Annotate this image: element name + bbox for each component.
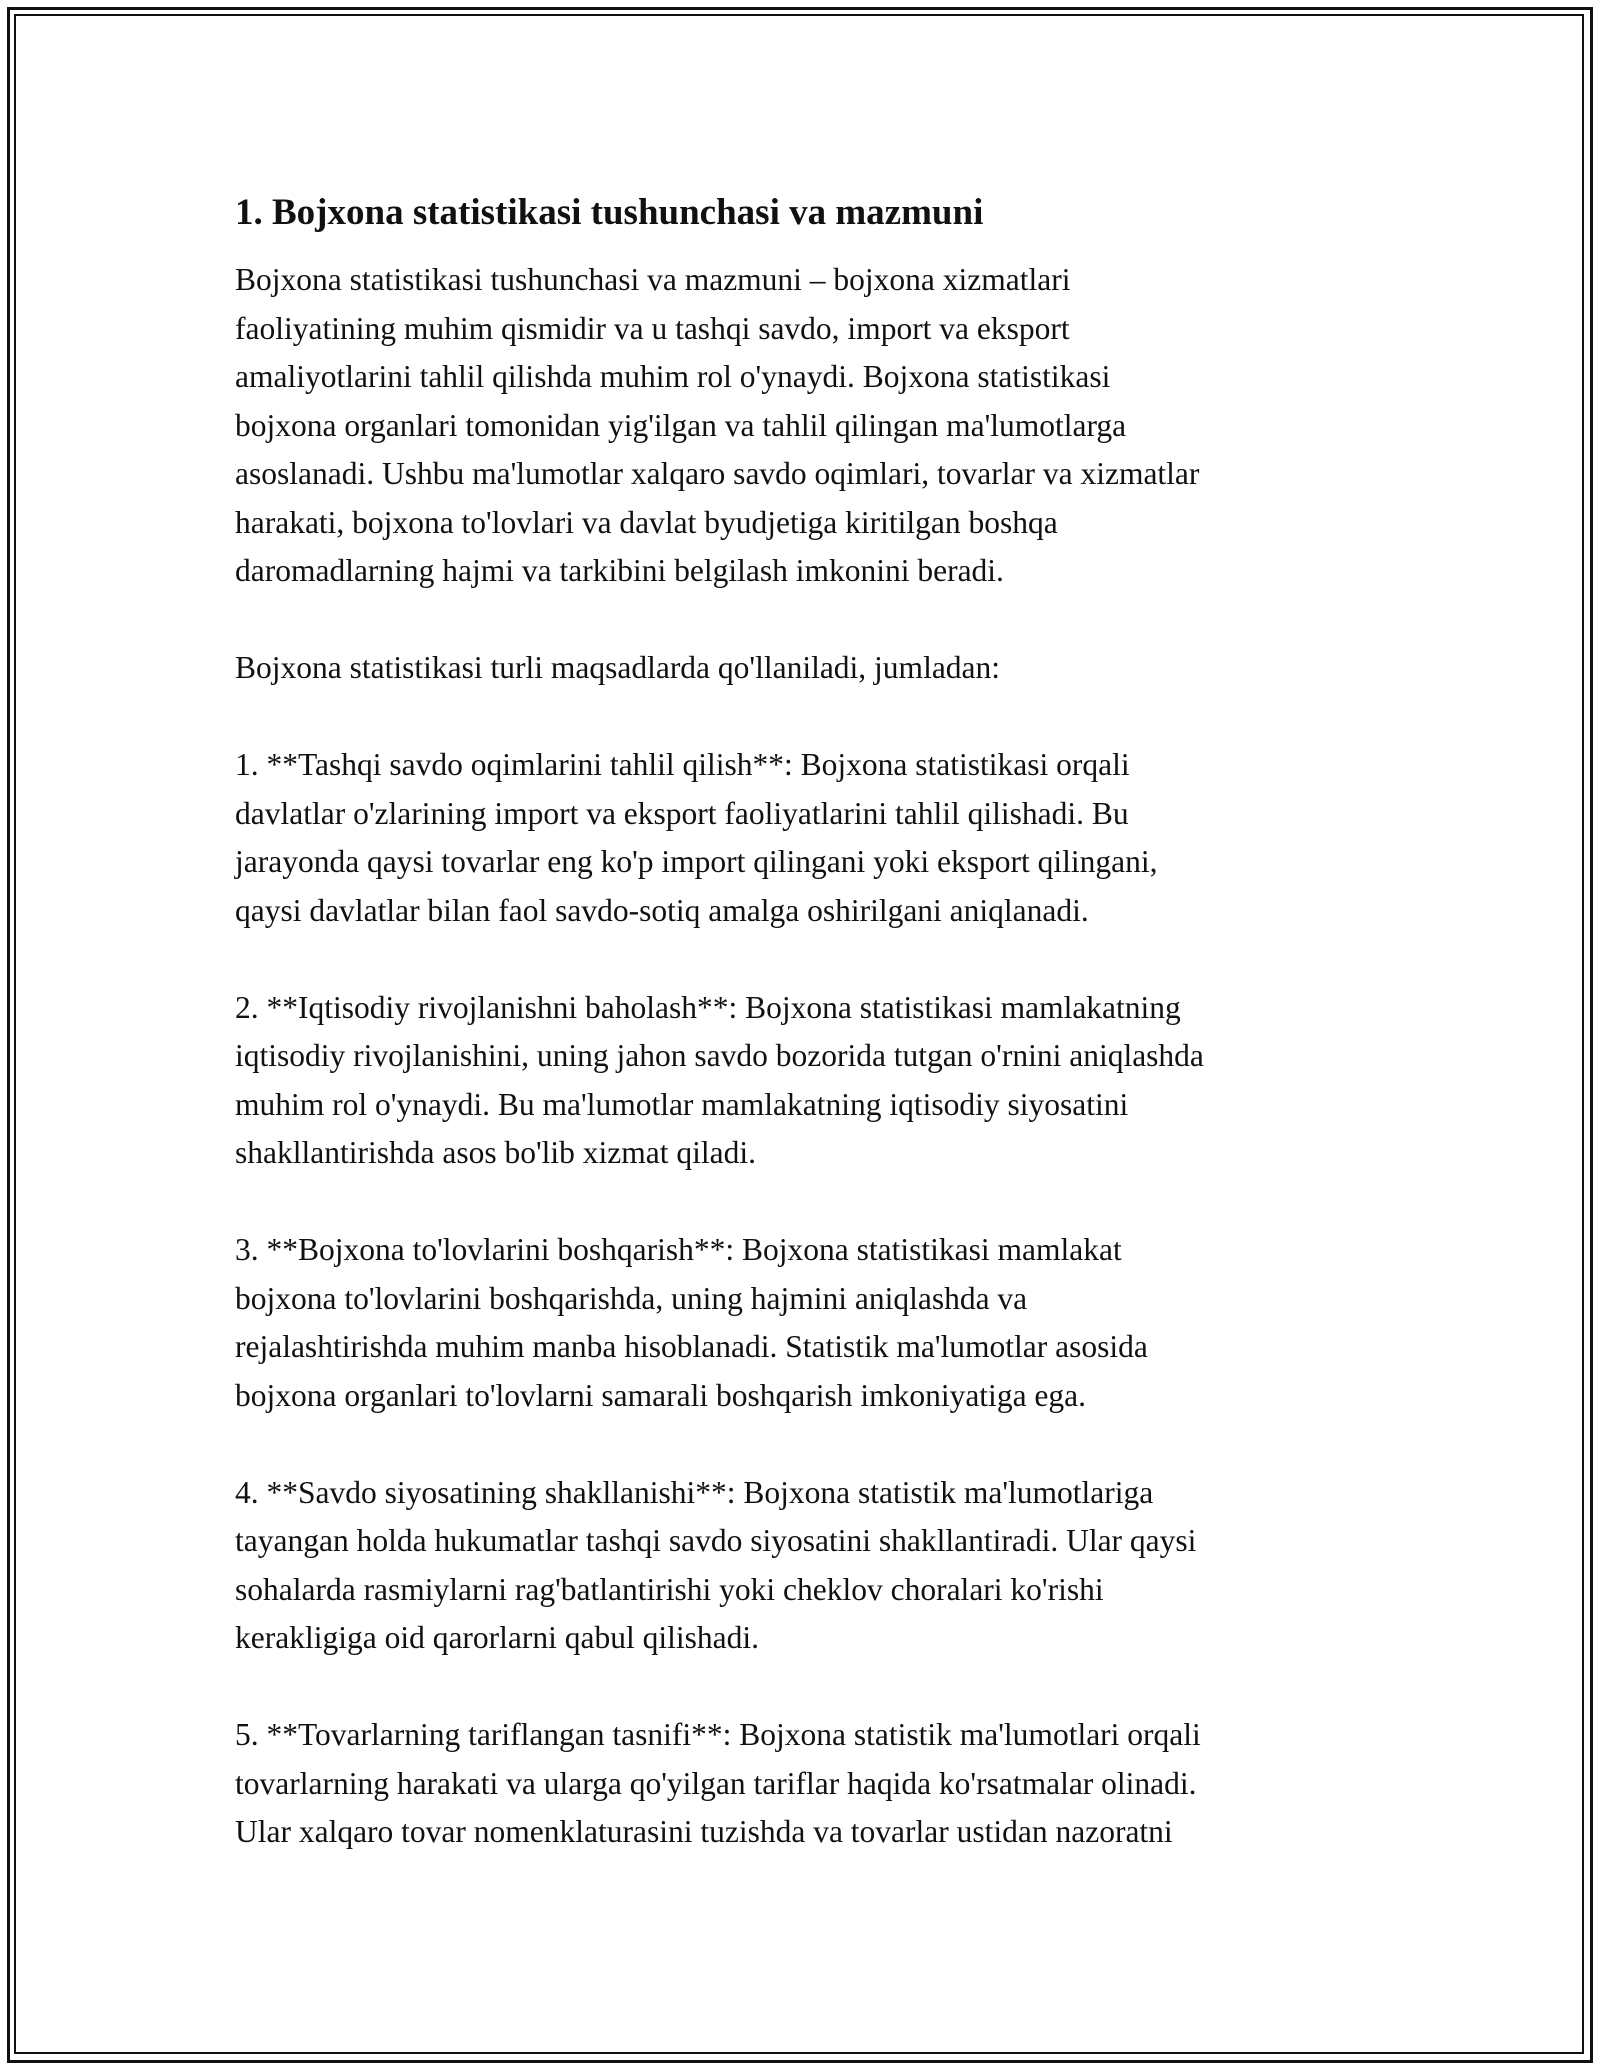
paragraph-line: sohalarda rasmiylarni rag'batlantirishi yoki cheklov choralari ko'rishi [235, 1571, 1104, 1607]
document-body [235, 188, 1385, 1905]
paragraph-line: kerakligiga oid qarorlarni qabul qilishadi. [235, 1620, 759, 1655]
paragraph-line: Bojxona statistikasi turli maqsadlarda qo'llaniladi, jumladan: [235, 650, 1001, 685]
paragraph-line: faoliyatining muhim qismidir va u tashqi savdo, import va eksport [235, 310, 1070, 346]
paragraph-line: amaliyotlarini tahlil qilishda muhim rol o'ynaydi. Bojxona statistikasi [235, 359, 1111, 394]
paragraph-line: 2. **Iqtisodiy rivojlanishni baholash**: Bojxona statistikasi mamlakatning [235, 989, 1181, 1025]
paragraph [235, 1711, 1385, 1857]
paragraph [235, 644, 1385, 693]
paragraph-line: shakllantirishda asos bo'lib xizmat qiladi. [235, 1135, 756, 1170]
paragraph [235, 984, 1385, 1178]
paragraph-line: bojxona organlari tomonidan yig'ilgan va tahlil qilingan ma'lumotlarga [235, 407, 1127, 443]
paragraph-line: 4. **Savdo siyosatining shakllanishi**: Bojxona statistik ma'lumotlariga [235, 1474, 1154, 1510]
paragraph [235, 1469, 1385, 1663]
paragraph-line: bojxona organlari to'lovlarni samarali boshqarish imkoniyatiga ega. [235, 1377, 1087, 1413]
paragraph [235, 741, 1385, 935]
paragraph-line: Bojxona statistikasi tushunchasi va mazmuni – bojxona xizmatlari [235, 262, 1071, 297]
paragraph-line: Ular xalqaro tovar nomenklaturasini tuzishda va tovarlar ustidan nazoratni [235, 1814, 1173, 1849]
paragraph-line: 3. **Bojxona to'lovlarini boshqarish**: Bojxona statistikasi mamlakat [235, 1232, 1122, 1267]
paragraph-line: bojxona to'lovlarini boshqarishda, uning hajmini aniqlashda va [235, 1280, 1028, 1316]
paragraph [235, 256, 1385, 596]
paragraph-list [235, 256, 1385, 1857]
paragraph-line: tovarlarning harakati va ularga qo'yilgan tariflar haqida ko'rsatmalar olinadi. [235, 1765, 1197, 1801]
paragraph-line: jarayonda qaysi tovarlar eng ko'p import qilingani yoki eksport qilingani, [235, 844, 1158, 879]
paragraph-line: qaysi davlatlar bilan faol savdo-sotiq amalga oshirilgani aniqlanadi. [235, 892, 1089, 928]
paragraph-line: iqtisodiy rivojlanishini, uning jahon savdo bozorida tutgan o'rnini aniqlashda [235, 1038, 1204, 1073]
paragraph [235, 1226, 1385, 1420]
paragraph-line: rejalashtirishda muhim manba hisoblanadi. Statistik ma'lumotlar asosida [235, 1329, 1148, 1364]
paragraph-line: tayangan holda hukumatlar tashqi savdo siyosatini shakllantiradi. Ular qaysi [235, 1523, 1197, 1558]
paragraph-line: daromadlarning hajmi va tarkibini belgilash imkonini beradi. [235, 553, 1004, 588]
paragraph-line: asoslanadi. Ushbu ma'lumotlar xalqaro savdo oqimlari, tovarlar va xizmatlar [235, 456, 1200, 491]
paragraph-line: 1. **Tashqi savdo oqimlarini tahlil qilish**: Bojxona statistikasi orqali [235, 747, 1130, 782]
section-heading: 1. Bojxona statistikasi tushunchasi va mazmuni [235, 192, 984, 233]
paragraph-line: muhim rol o'ynaydi. Bu ma'lumotlar mamlakatning iqtisodiy siyosatini [235, 1086, 1129, 1122]
paragraph-line: 5. **Tovarlarning tariflangan tasnifi**: Bojxona statistik ma'lumotlari orqali [235, 1717, 1201, 1752]
paragraph-line: harakati, bojxona to'lovlari va davlat byudjetiga kiritilgan boshqa [235, 504, 1058, 540]
paragraph-line: davlatlar o'zlarining import va eksport faoliyatlarini tahlil qilishadi. Bu [235, 795, 1129, 831]
